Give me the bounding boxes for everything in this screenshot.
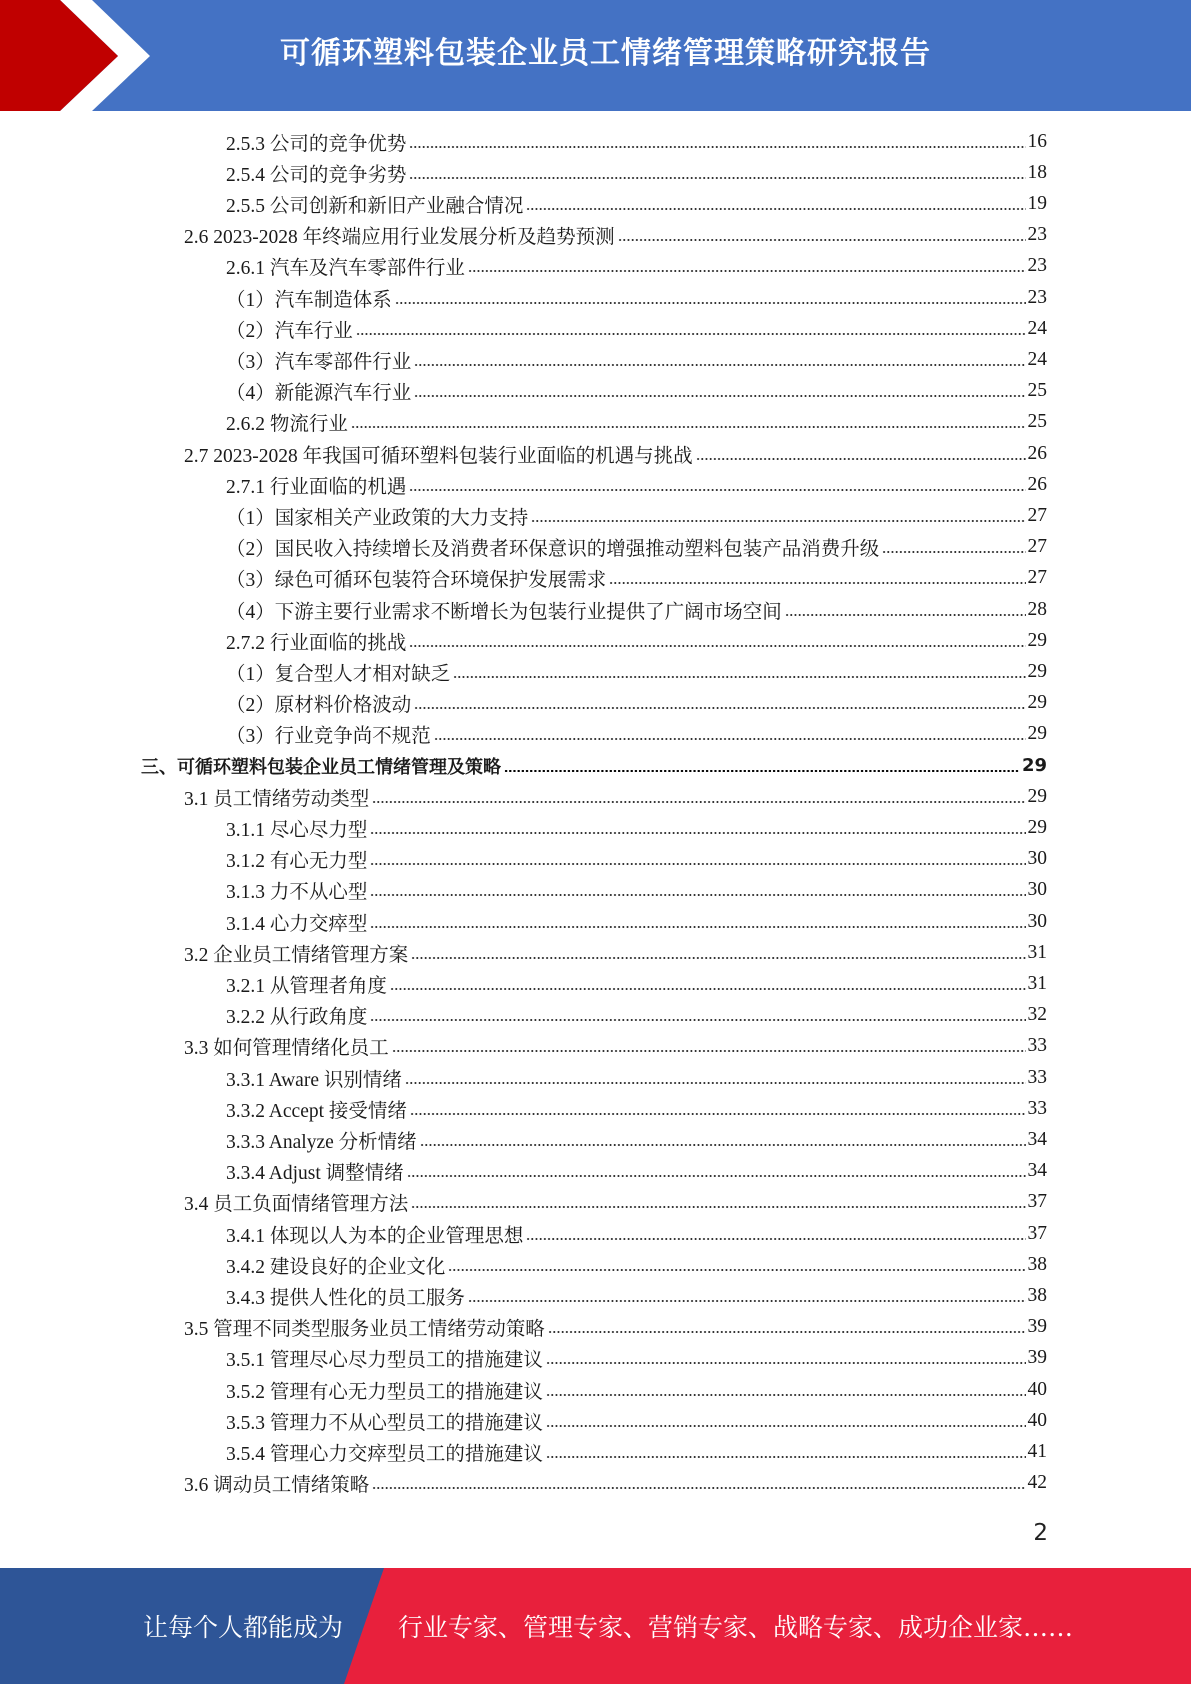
toc-dot-leader	[618, 239, 1026, 241]
toc-dot-leader	[405, 1082, 1026, 1084]
toc-dot-leader	[411, 1206, 1025, 1208]
toc-entry[interactable]	[226, 188, 1047, 219]
toc-entry-page: 25	[1027, 411, 1047, 433]
toc-entry-title: 三、可循环塑料包装企业员工情绪管理及策略	[141, 756, 501, 778]
toc-entry-title: 3.5.3 管理力不从心型员工的措施建议	[226, 1412, 543, 1434]
toc-entry[interactable]	[226, 594, 1047, 625]
toc-dot-leader	[453, 676, 1025, 678]
toc-entry-page: 29	[1027, 785, 1047, 807]
toc-entry-page: 24	[1027, 348, 1047, 370]
toc-entry[interactable]	[184, 220, 1047, 251]
toc-entry[interactable]	[226, 251, 1047, 282]
footer-slogan-right: 行业专家、管理专家、营销专家、战略专家、成功企业家……	[398, 1613, 1074, 1642]
toc-dot-leader	[785, 614, 1026, 616]
toc-entry[interactable]	[226, 1000, 1047, 1031]
toc-entry-title: （2）国民收入持续增长及消费者环保意识的增强推动塑料包装产品消费升级	[226, 539, 880, 561]
toc-entry-page: 38	[1027, 1253, 1047, 1275]
toc-entry[interactable]	[226, 282, 1047, 313]
toc-entry-title: 3.3.4 Adjust 调整情绪	[226, 1163, 404, 1185]
toc-entry[interactable]	[226, 1405, 1047, 1436]
toc-dot-leader	[409, 489, 1025, 491]
toc-entry-title: 3.3 如何管理情绪化员工	[184, 1038, 389, 1060]
toc-entry-title: 3.4 员工负面情绪管理方法	[184, 1194, 409, 1216]
toc-entry[interactable]	[184, 937, 1047, 968]
toc-entry-title: 2.5.4 公司的竞争劣势	[226, 164, 407, 186]
toc-entry[interactable]	[184, 1468, 1047, 1499]
toc-entry-title: （2）原材料价格波动	[226, 695, 412, 717]
toc-entry[interactable]	[226, 313, 1047, 344]
toc-entry-page: 29	[1027, 629, 1047, 651]
toc-entry-title: 3.6 调动员工情绪策略	[184, 1475, 370, 1497]
toc-entry-page: 29	[1027, 723, 1047, 745]
toc-dot-leader	[414, 364, 1025, 366]
toc-entry-title: 3.4.1 体现以人为本的企业管理思想	[226, 1225, 524, 1247]
toc-entry-page: 27	[1027, 567, 1047, 589]
toc-entry-title: （1）国家相关产业政策的大力支持	[226, 507, 529, 529]
toc-dot-leader	[546, 1394, 1026, 1396]
toc-entry[interactable]	[226, 126, 1047, 157]
toc-entry-page: 34	[1027, 1160, 1047, 1182]
toc-entry[interactable]	[226, 1374, 1047, 1405]
toc-entry-title: 3.1 员工情绪劳动类型	[184, 788, 370, 810]
toc-entry-page: 41	[1027, 1440, 1047, 1462]
toc-dot-leader	[410, 1113, 1026, 1115]
toc-entry-page: 23	[1027, 224, 1047, 246]
toc-entry-title: 3.1.4 心力交瘁型	[226, 913, 368, 935]
toc-entry[interactable]	[226, 844, 1047, 875]
toc-entry[interactable]	[226, 719, 1047, 750]
toc-dot-leader	[407, 1175, 1026, 1177]
toc-entry-page: 16	[1027, 130, 1047, 152]
toc-entry-page: 26	[1027, 442, 1047, 464]
toc-entry-title: （3）绿色可循环包装符合环境保护发展需求	[226, 570, 607, 592]
toc-entry-page: 30	[1027, 848, 1047, 870]
report-title: 可循环塑料包装企业员工情绪管理策略研究报告	[280, 36, 931, 71]
toc-entry[interactable]	[184, 1312, 1047, 1343]
toc-entry-page: 28	[1027, 598, 1047, 620]
page-number: 2	[1033, 1520, 1048, 1546]
toc-dot-leader	[548, 1331, 1026, 1333]
toc-entry-title: 3.3.1 Aware 识别情绪	[226, 1069, 402, 1091]
toc-dot-leader	[392, 1050, 1026, 1052]
toc-entry-page: 42	[1027, 1472, 1047, 1494]
toc-dot-leader	[372, 801, 1025, 803]
toc-entry-page: 29	[1021, 755, 1047, 776]
toc-dot-leader	[526, 208, 1025, 210]
toc-entry-page: 18	[1027, 161, 1047, 183]
toc-entry-title: 3.1.1 尽心尽力型	[226, 819, 368, 841]
toc-dot-leader	[448, 1269, 1025, 1271]
toc-entry-page: 33	[1027, 1035, 1047, 1057]
toc-entry[interactable]	[226, 469, 1047, 500]
toc-dot-leader	[395, 302, 1026, 304]
toc-entry-page: 34	[1027, 1128, 1047, 1150]
toc-entry[interactable]	[226, 500, 1047, 531]
toc-entry[interactable]	[226, 1124, 1047, 1155]
toc-entry-title: （2）汽车行业	[226, 320, 353, 342]
toc-dot-leader	[504, 770, 1020, 772]
toc-dot-leader	[390, 988, 1026, 990]
toc-entry-title: （4）下游主要行业需求不断增长为包装行业提供了广阔市场空间	[226, 601, 782, 623]
toc-dot-leader	[526, 1238, 1025, 1240]
toc-entry-title: 3.5.2 管理有心无力型员工的措施建议	[226, 1381, 543, 1403]
toc-entry[interactable]	[226, 1343, 1047, 1374]
toc-entry-title: 2.5.5 公司创新和新旧产业融合情况	[226, 195, 524, 217]
toc-entry-page: 32	[1027, 1004, 1047, 1026]
toc-entry-page: 30	[1027, 910, 1047, 932]
toc-entry-title: 3.4.3 提供人性化的员工服务	[226, 1287, 465, 1309]
toc-dot-leader	[372, 1487, 1025, 1489]
toc-dot-leader	[370, 894, 1025, 896]
toc-entry-page: 27	[1027, 504, 1047, 526]
toc-dot-leader	[411, 957, 1025, 959]
toc-entry-page: 29	[1027, 692, 1047, 714]
toc-entry-page: 31	[1027, 972, 1047, 994]
toc-entry-title: （4）新能源汽车行业	[226, 383, 412, 405]
toc-entry[interactable]	[226, 157, 1047, 188]
toc-entry[interactable]	[184, 438, 1047, 469]
toc-entry[interactable]	[226, 812, 1047, 843]
toc-entry-title: 2.6.1 汽车及汽车零部件行业	[226, 258, 465, 280]
toc-entry-title: 3.4.2 建设良好的企业文化	[226, 1256, 446, 1278]
toc-entry-page: 23	[1027, 255, 1047, 277]
toc-entry-page: 29	[1027, 660, 1047, 682]
toc-dot-leader	[414, 707, 1025, 709]
toc-entry-title: 3.5.1 管理尽心尽力型员工的措施建议	[226, 1350, 543, 1372]
toc-entry-page: 29	[1027, 816, 1047, 838]
toc-entry-page: 40	[1027, 1409, 1047, 1431]
toc-entry-title: 2.5.3 公司的竞争优势	[226, 133, 407, 155]
toc-entry[interactable]	[226, 1093, 1047, 1124]
toc-entry-title: 3.5.4 管理心力交瘁型员工的措施建议	[226, 1443, 543, 1465]
toc-dot-leader	[370, 832, 1025, 834]
toc-entry-title: 3.2.1 从管理者角度	[226, 975, 387, 997]
toc-entry[interactable]	[226, 1280, 1047, 1311]
toc-dot-leader	[370, 926, 1025, 928]
toc-entry[interactable]	[226, 344, 1047, 375]
toc-entry-page: 27	[1027, 536, 1047, 558]
toc-dot-leader	[409, 146, 1025, 148]
toc-dot-leader	[546, 1362, 1026, 1364]
toc-entry-page: 39	[1027, 1316, 1047, 1338]
toc-entry-page: 37	[1027, 1222, 1047, 1244]
toc-dot-leader	[409, 645, 1025, 647]
toc-dot-leader	[546, 1456, 1026, 1458]
toc-entry-page: 25	[1027, 380, 1047, 402]
toc-dot-leader	[409, 177, 1025, 179]
toc-entry-title: 2.7.2 行业面临的挑战	[226, 632, 407, 654]
toc-dot-leader	[468, 1300, 1026, 1302]
toc-entry-page: 39	[1027, 1347, 1047, 1369]
toc-entry[interactable]	[226, 532, 1047, 563]
toc-entry[interactable]	[226, 688, 1047, 719]
toc-entry[interactable]	[226, 1436, 1047, 1467]
toc-entry-title: （1）汽车制造体系	[226, 289, 392, 311]
toc-entry[interactable]	[226, 376, 1047, 407]
toc-dot-leader	[356, 333, 1026, 335]
toc-entry-page: 40	[1027, 1378, 1047, 1400]
toc-entry[interactable]	[226, 563, 1047, 594]
toc-entry-page: 26	[1027, 473, 1047, 495]
toc-entry[interactable]	[184, 1031, 1047, 1062]
toc-entry-title: 3.2 企业员工情绪管理方案	[184, 944, 409, 966]
footer-slogan-left: 让每个人都能成为	[143, 1613, 344, 1642]
page-header	[0, 0, 1191, 111]
toc-dot-leader	[531, 520, 1025, 522]
page-footer	[0, 1568, 1191, 1684]
toc-entry-title: （3）行业竞争尚不规范	[226, 726, 431, 748]
toc-entry[interactable]	[184, 1187, 1047, 1218]
toc-entry-page: 19	[1027, 192, 1047, 214]
toc-entry-title: 2.6.2 物流行业	[226, 414, 348, 436]
toc-entry-title: 2.7 2023-2028 年我国可循环塑料包装行业面临的机遇与挑战	[184, 445, 693, 467]
toc-entry[interactable]	[226, 1156, 1047, 1187]
toc-dot-leader	[546, 1425, 1026, 1427]
toc-dot-leader	[370, 863, 1025, 865]
toc-dot-leader	[370, 1019, 1025, 1021]
toc-entry[interactable]	[226, 1218, 1047, 1249]
toc-dot-leader	[696, 458, 1026, 460]
toc-entry-title: 2.7.1 行业面临的机遇	[226, 476, 407, 498]
toc-entry-title: 3.2.2 从行政角度	[226, 1007, 368, 1029]
toc-dot-leader	[351, 426, 1026, 428]
toc-dot-leader	[609, 582, 1025, 584]
toc-entry-page: 24	[1027, 317, 1047, 339]
toc-entry[interactable]	[226, 1249, 1047, 1280]
toc-entry-page: 31	[1027, 941, 1047, 963]
toc-entry-title: （3）汽车零部件行业	[226, 351, 412, 373]
toc-entry-page: 23	[1027, 286, 1047, 308]
toc-entry[interactable]	[184, 781, 1047, 812]
toc-entry-title: （1）复合型人才相对缺乏	[226, 663, 451, 685]
toc-entry-title: 3.3.3 Analyze 分析情绪	[226, 1131, 417, 1153]
toc-entry[interactable]	[226, 407, 1047, 438]
toc-entry-title: 3.3.2 Accept 接受情绪	[226, 1100, 407, 1122]
toc-entry[interactable]	[226, 875, 1047, 906]
toc-entry[interactable]	[226, 656, 1047, 687]
toc-entry[interactable]	[226, 625, 1047, 656]
toc-entry-page: 38	[1027, 1284, 1047, 1306]
toc-dot-leader	[468, 270, 1026, 272]
toc-entry-page: 33	[1027, 1066, 1047, 1088]
toc-entry[interactable]	[226, 1062, 1047, 1093]
toc-entry-title: 3.1.2 有心无力型	[226, 851, 368, 873]
toc-entry[interactable]	[226, 906, 1047, 937]
toc-dot-leader	[434, 738, 1026, 740]
toc-dot-leader	[414, 395, 1025, 397]
toc-entry-page: 33	[1027, 1097, 1047, 1119]
toc-entry-page: 30	[1027, 879, 1047, 901]
toc-dot-leader	[882, 551, 1025, 553]
toc-entry-title: 3.1.3 力不从心型	[226, 882, 368, 904]
toc-entry-page: 37	[1027, 1191, 1047, 1213]
toc-entry[interactable]	[141, 750, 1047, 781]
toc-entry[interactable]	[226, 968, 1047, 999]
toc-dot-leader	[420, 1144, 1026, 1146]
toc-entry-title: 3.5 管理不同类型服务业员工情绪劳动策略	[184, 1319, 545, 1341]
toc-entry-title: 2.6 2023-2028 年终端应用行业发展分析及趋势预测	[184, 227, 615, 249]
